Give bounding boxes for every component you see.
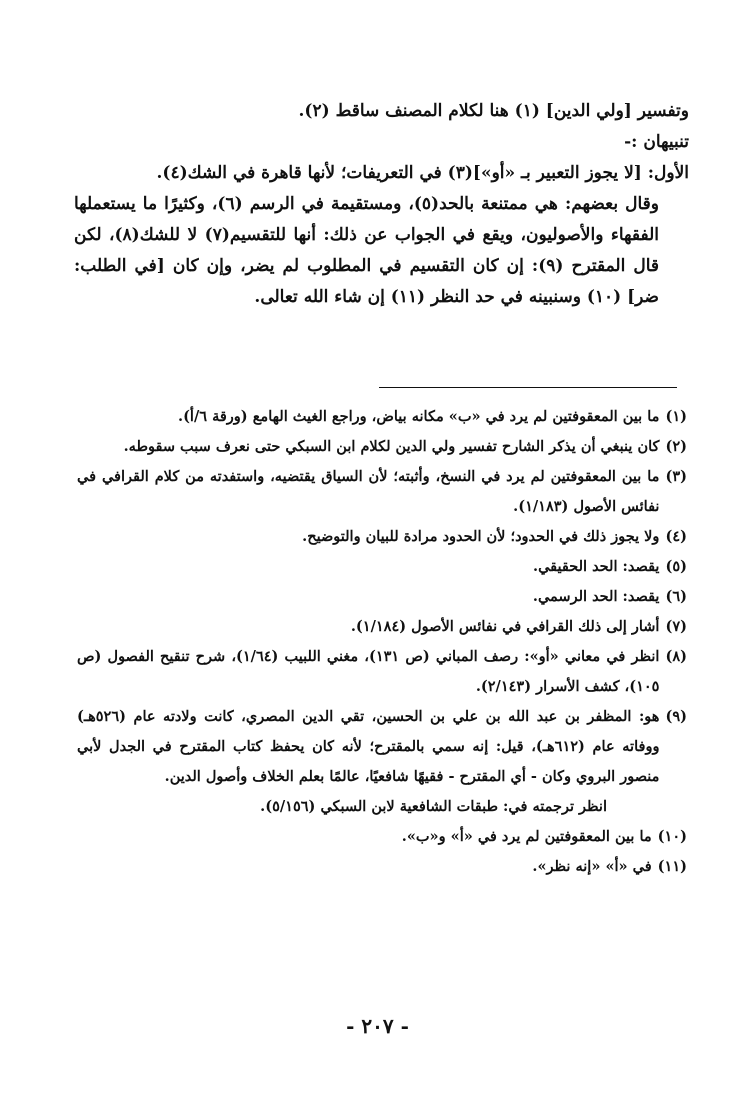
- body-line: الأول: [لا يجوز التعبير بـ «أو»](٣) في التعريفات؛ لأنها قاهرة في الشك(٤).: [156, 163, 689, 183]
- footnote-divider: [379, 387, 677, 388]
- footnote: [77, 402, 687, 432]
- footnote-number: (٣): [665, 468, 687, 485]
- footnote-text: انظر في معاني «أو»: رصف المباني (ص ١٣١)، مغني اللبيب (١/٦٤)، شرح تنقيح الفصول (ص ١٠٥)، كشف الأسرار (٢/١٤٣).: [77, 648, 660, 695]
- footnote-number: (٩): [665, 708, 687, 725]
- footnote-number: (٤): [665, 528, 687, 545]
- footnote: [77, 582, 687, 612]
- main-text: [74, 96, 689, 313]
- footnote-text: أشار إلى ذلك القرافي في نفائس الأصول (١/١٨٤).: [350, 618, 660, 635]
- footnote: [77, 612, 687, 642]
- footnote: [77, 552, 687, 582]
- footnote-text: هو: المظفر بن عبد الله بن علي بن الحسين، تقي الدين المصري، كانت ولادته عام (٥٢٦هـ) ووفاته عام (٦١٢هـ)، قيل: إنه سمي بالمقترح؛ لأنه كان يحفظ كتاب المقترح في الجدل لأبي منصور البروي وكان - أي المقترح - فقيهًا شافعيًا، عالمًا بعلم الخلاف وأصول الدين.: [77, 708, 660, 785]
- footnote: [77, 702, 687, 792]
- footnote-text: في «أ» «إنه نظر».: [532, 858, 652, 875]
- footnote: [77, 432, 687, 462]
- body-paragraph: وقال بعضهم: هي ممتنعة بالحد(٥)، ومستقيمة في الرسم (٦)، وكثيرًا ما يستعملها الفقهاء والأصوليون، ويقع في الجواب عن ذلك: أنها للتقسيم(٧) لا للشك(٨)، لكن قال المقترح (٩): إن كان التقسيم في المطلوب لم يضر، وإن كان [في الطلب: ضر] (١٠) وسنبينه في حد النظر (١١) إن شاء الله تعالى.: [74, 194, 660, 307]
- footnote-text: كان ينبغي أن يذكر الشارح تفسير ولي الدين لكلام ابن السبكي حتى نعرف سبب سقوطه.: [123, 438, 660, 455]
- footnote-text: ولا يجوز ذلك في الحدود؛ لأن الحدود مرادة للبيان والتوضيح.: [302, 528, 660, 545]
- page-number: - ٢٠٧ -: [346, 1014, 409, 1038]
- footnote: [77, 822, 687, 852]
- body-line: وتفسير [ولي الدين] (١) هنا لكلام المصنف ساقط (٢).: [298, 101, 689, 121]
- footnote-text: ما بين المعقوفتين لم يرد في النسخ، وأثبته؛ لأن السياق يقتضيه، واستفدته من كلام القرافي في نفائس الأصول (١/١٨٣).: [77, 468, 660, 515]
- section-heading: تنبيهان :-: [624, 132, 689, 152]
- footnotes: [77, 402, 687, 882]
- footnote-text: يقصد: الحد الرسمي.: [532, 588, 660, 605]
- footnote: [77, 522, 687, 552]
- footnote-text: انظر ترجمته في: طبقات الشافعية لابن السبكي (٥/١٥٦).: [260, 798, 607, 815]
- footnote-number: (٨): [665, 648, 687, 665]
- footnote-text: ما بين المعقوفتين لم يرد في «ب» مكانه بياض، وراجع الغيث الهامع (ورقة ٦/أ).: [178, 408, 660, 425]
- footnote-number: (٦): [665, 588, 687, 605]
- footnote-number: (١٠): [657, 828, 687, 845]
- footnote-text: ما بين المعقوفتين لم يرد في «أ» و«ب».: [401, 828, 652, 845]
- footnote: [77, 642, 687, 702]
- footnote-number: (١): [665, 408, 687, 425]
- footnote-number: (١١): [657, 858, 687, 875]
- footnote-number: (٧): [665, 618, 687, 635]
- footnote-number: (٢): [665, 438, 687, 455]
- footnote-number: (٥): [665, 558, 687, 575]
- footnote-text: يقصد: الحد الحقيقي.: [533, 558, 660, 575]
- footnote: [77, 462, 687, 522]
- footnote: [77, 852, 687, 882]
- footnote-continuation: [77, 792, 687, 822]
